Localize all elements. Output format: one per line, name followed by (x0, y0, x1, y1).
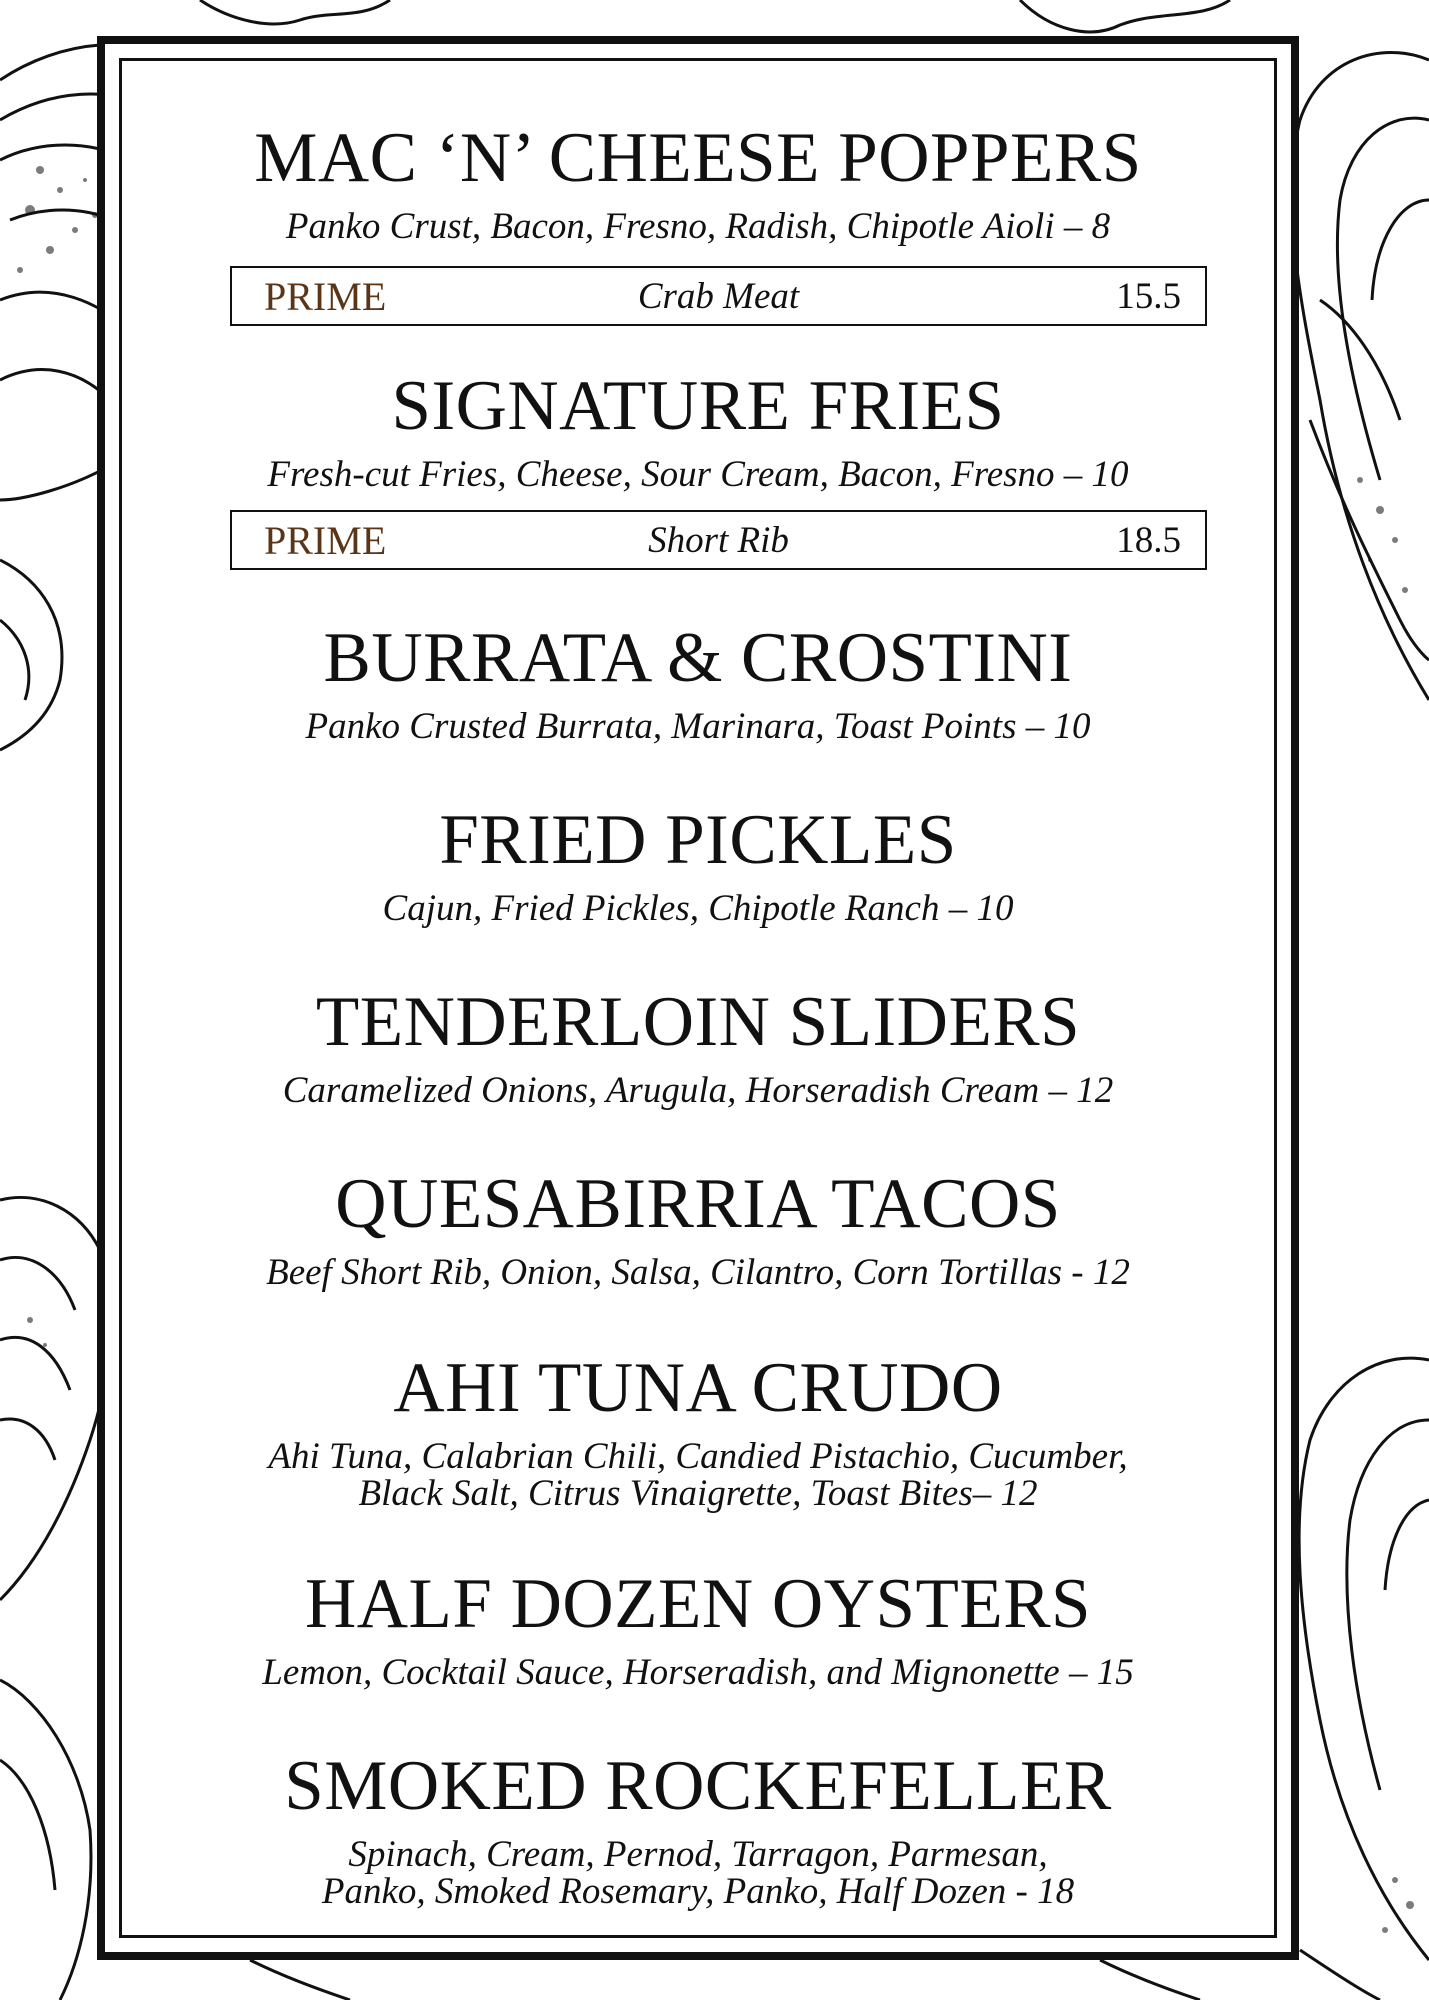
menu-item-description: Beef Short Rib, Onion, Salsa, Cilantro, Corn Tortillas - 12 (266, 1252, 1130, 1293)
prime-price: 15.5 (1116, 276, 1181, 317)
prime-option: Short Rib (648, 520, 789, 561)
menu-item-quesabirria-tacos (119, 1162, 1277, 1291)
menu-item-description: Panko Crusted Burrata, Marinara, Toast Points – 10 (305, 706, 1091, 747)
menu-item-name: MAC ‘N’ CHEESE POPPERS (254, 119, 1142, 197)
menu-item-name: AHI TUNA CRUDO (393, 1349, 1003, 1427)
menu-item-name: HALF DOZEN OYSTERS (304, 1565, 1092, 1643)
prime-option: Crab Meat (637, 276, 800, 317)
menu-item-burrata-crostini (119, 616, 1277, 745)
menu-item-name: TENDERLOIN SLIDERS (315, 983, 1081, 1061)
menu-item-name: SIGNATURE FRIES (391, 367, 1005, 445)
menu-item-half-dozen-oysters (119, 1562, 1277, 1691)
menu-item-name: QUESABIRRIA TACOS (335, 1165, 1061, 1243)
menu-item-mac-n-cheese-poppers (119, 116, 1277, 245)
menu-item-name: SMOKED ROCKEFELLER (284, 1747, 1112, 1825)
prime-label: PRIME (264, 518, 387, 563)
menu-item-name: FRIED PICKLES (439, 801, 957, 879)
menu-item-smoked-rockefeller (119, 1744, 1277, 1910)
prime-label: PRIME (264, 274, 387, 319)
menu-item-description: Cajun, Fried Pickles, Chipotle Ranch – 10 (382, 888, 1014, 929)
menu-item-tenderloin-sliders (119, 980, 1277, 1109)
prime-upgrade-box (230, 510, 1207, 570)
menu-item-description: Fresh-cut Fries, Cheese, Sour Cream, Bacon, Fresno – 10 (267, 454, 1129, 495)
menu-item-description: Spinach, Cream, Pernod, Tarragon, Parmesan, Panko, Smoked Rosemary, Panko, Half Dozen - 18 (321, 1834, 1075, 1912)
menu-item-ahi-tuna-crudo (119, 1346, 1277, 1512)
prime-price: 18.5 (1116, 520, 1181, 561)
menu-item-description: Lemon, Cocktail Sauce, Horseradish, and Mignonette – 15 (262, 1652, 1134, 1693)
menu-item-fried-pickles (119, 798, 1277, 927)
menu-item-name: BURRATA & CROSTINI (323, 619, 1073, 697)
menu-item-signature-fries (119, 364, 1277, 493)
menu-item-description: Ahi Tuna, Calabrian Chili, Candied Pistachio, Cucumber, Black Salt, Citrus Vinaigrette, Toast Bites– 12 (268, 1436, 1128, 1514)
menu-item-description: Panko Crust, Bacon, Fresno, Radish, Chipotle Aioli – 8 (285, 206, 1111, 247)
prime-upgrade-box (230, 266, 1207, 326)
menu-item-description: Caramelized Onions, Arugula, Horseradish Cream – 12 (282, 1070, 1114, 1111)
